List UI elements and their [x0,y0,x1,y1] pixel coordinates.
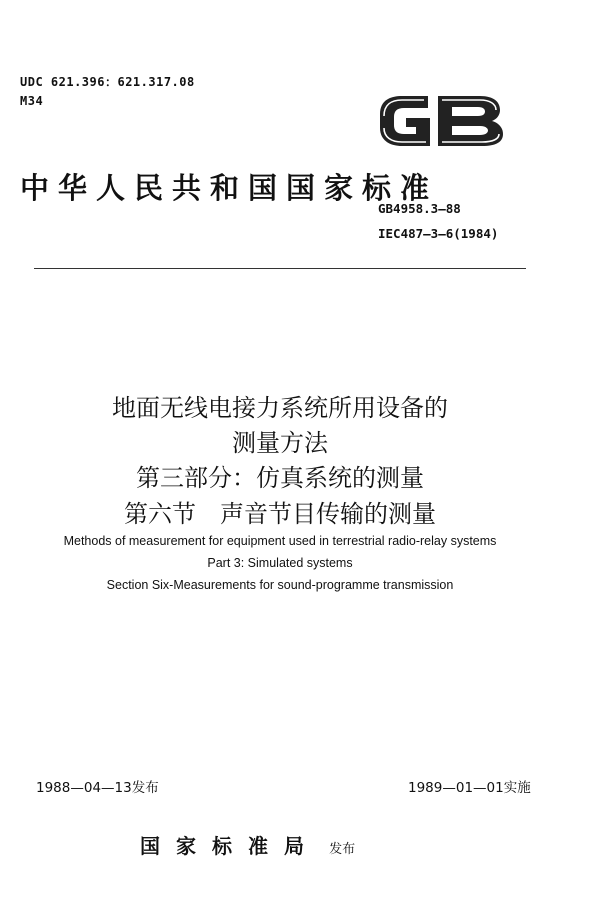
title-en-line-3: Section Six-Measurements for sound-programme transmission [106,578,454,592]
title-cn-line-3: 第三部分：仿真系统的测量 [136,464,424,492]
title-en-line-1: Methods of measurement for equipment used in terrestrial radio-relay systems [63,534,497,548]
issue-date: 1988—04—13发布 [36,780,159,796]
standard-name: 中华人民共和国国家标准 [20,171,439,205]
title-en-line-2: Part 3: Simulated systems [207,556,353,570]
implementation-date: 1989—01—01实施 [408,780,531,796]
issuer-line [140,830,355,859]
header-divider [34,268,526,269]
title-cn-line-2: 测量方法 [232,429,328,457]
gb-logo [376,92,508,150]
issuer-verb: 发布 [329,842,356,857]
title-cn-line-4: 第六节 声音节目传输的测量 [124,500,436,528]
iec-code: IEC487—3—6(1984) [378,226,499,241]
standard-code: GB4958.3—88 [378,201,461,216]
issuer-organization: 国家标准局 [140,834,320,858]
udc-number: UDC 621.396：621.317.08 [20,75,195,89]
title-cn-line-1: 地面无线电接力系统所用设备的 [112,394,448,422]
classification-code: M34 [20,94,44,108]
